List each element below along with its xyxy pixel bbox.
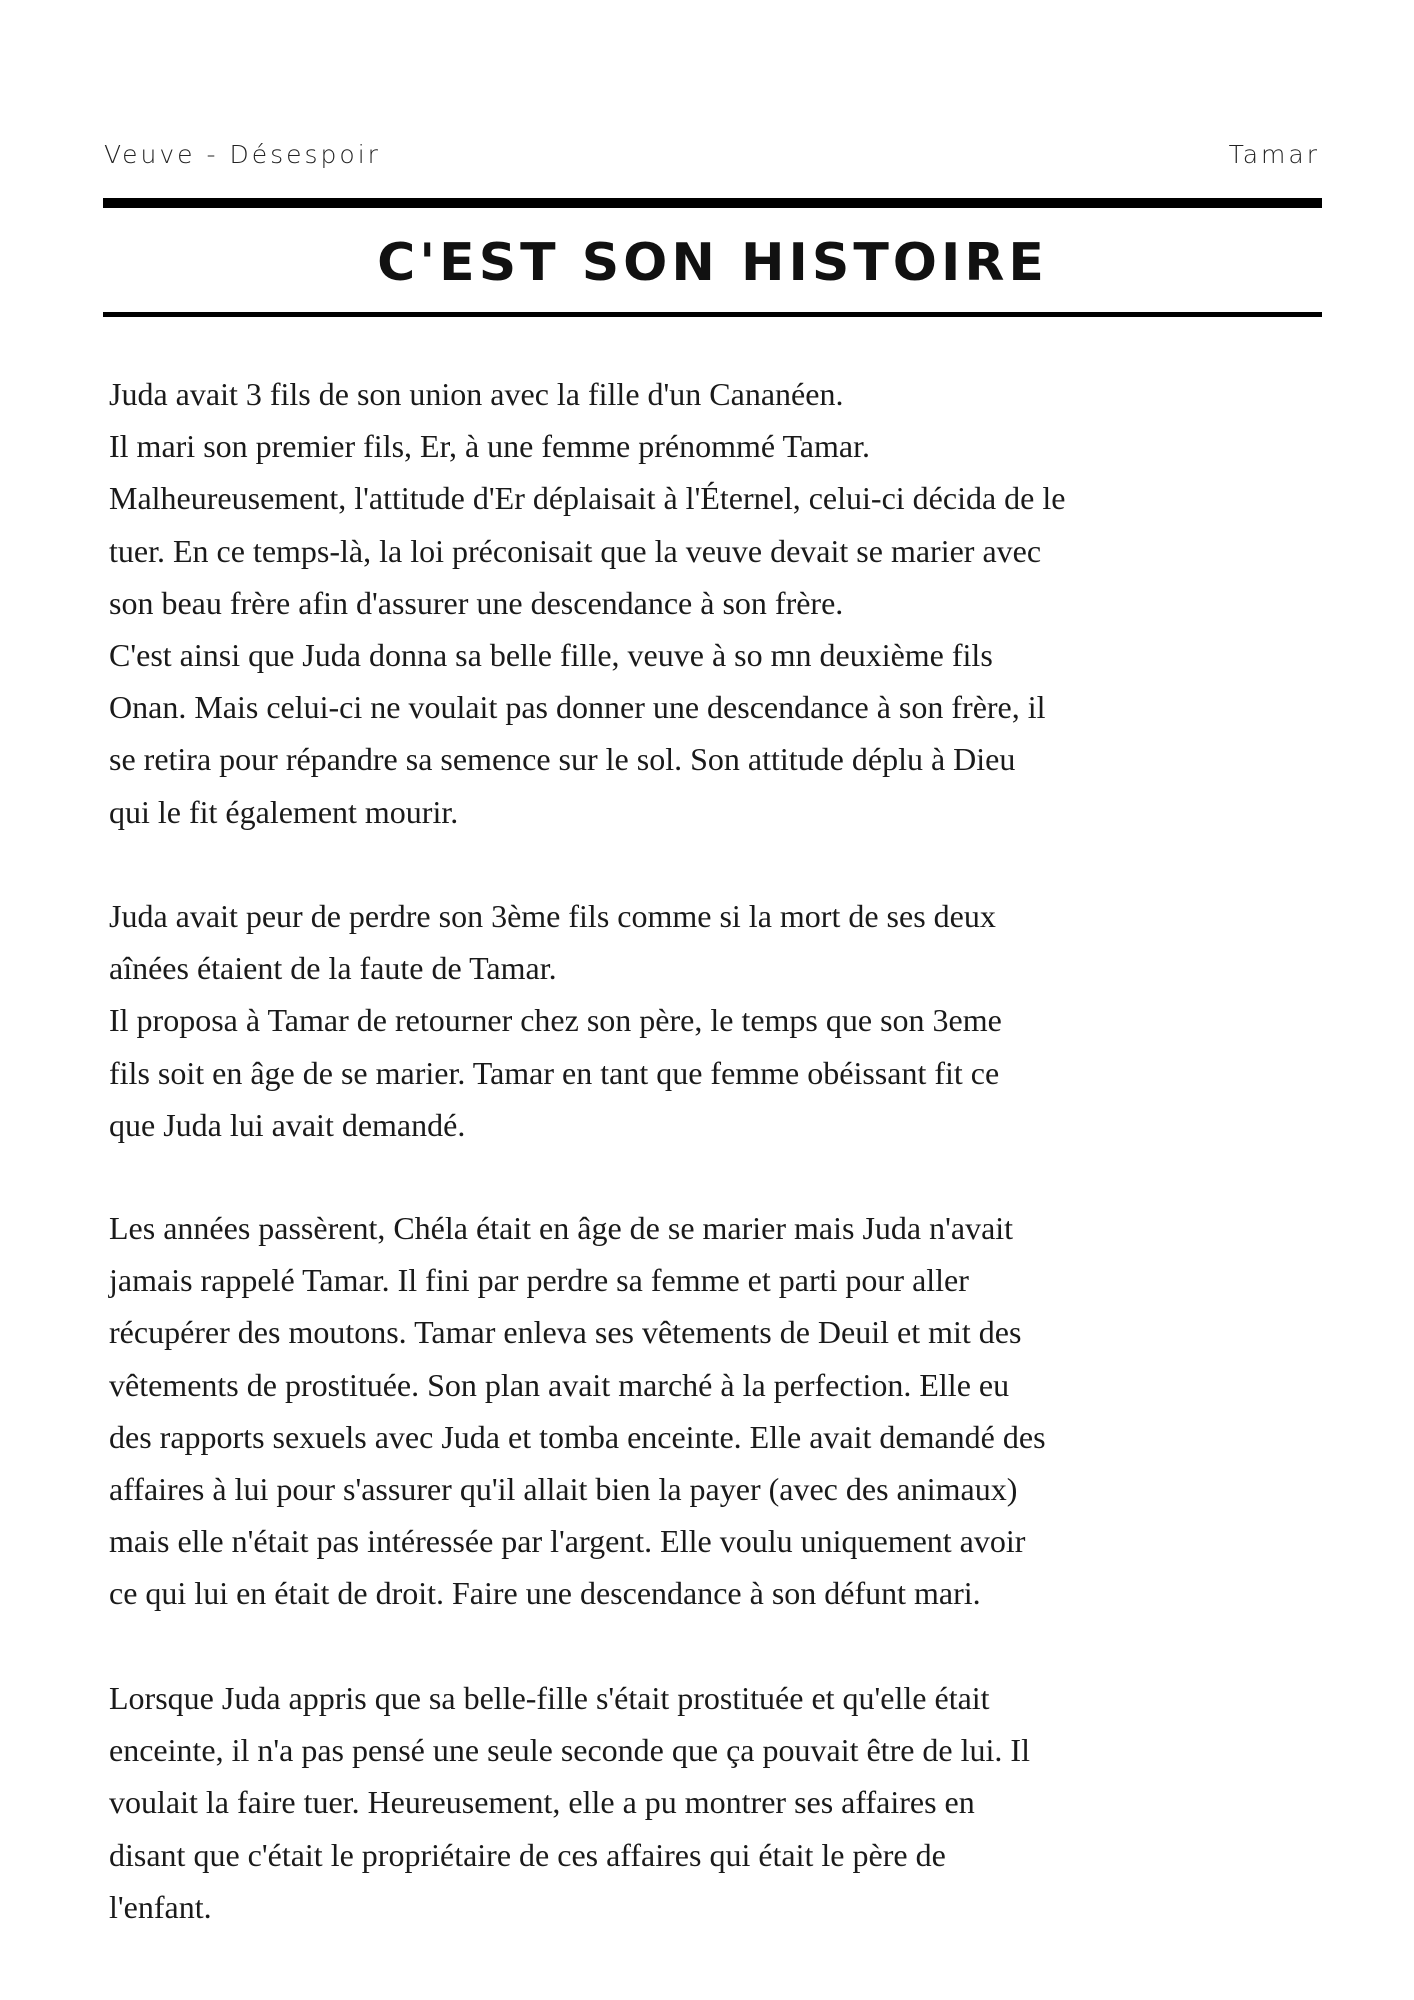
text-line: Onan. Mais celui-ci ne voulait pas donner une descendance à son frère, il [109, 689, 1046, 726]
text-line: fils soit en âge de se marier. Tamar en tant que femme obéissant fit ce [109, 1054, 1000, 1091]
text-line: Lorsque Juda appris que sa belle-fille s'était prostituée et qu'elle était [109, 1680, 990, 1716]
header-category: Veuve - Désespoir [104, 140, 381, 169]
header-name: Tamar [1228, 140, 1320, 169]
text-line: Juda avait peur de perdre son 3ème fils comme si la mort de ses deux [109, 898, 996, 934]
text-line: disant que c'était le propriétaire de ces affaires qui était le père de [109, 1836, 946, 1873]
text-line: se retira pour répandre sa semence sur le sol. Son attitude déplu à Dieu [109, 741, 1016, 778]
text-line: Il proposa à Tamar de retourner chez son père, le temps que son 3eme [109, 1002, 1002, 1039]
text-line: ce qui lui en était de droit. Faire une descendance à son défunt mari. [109, 1575, 981, 1612]
title-divider [103, 312, 1322, 317]
text-line: aînées étaient de la faute de Tamar. [109, 950, 557, 987]
text-line: Il mari son premier fils, Er, à une femme prénommé Tamar. [109, 428, 870, 465]
text-line: Juda avait 3 fils de son union avec la fille d'un Cananéen. [109, 376, 844, 412]
text-line: son beau frère afin d'assurer une descendance à son frère. [109, 584, 844, 621]
text-line: jamais rappelé Tamar. Il fini par perdre sa femme et parti pour aller [109, 1262, 969, 1299]
paragraph-2 [109, 890, 1002, 1151]
text-line: l'enfant. [109, 1888, 212, 1925]
text-line: vêtements de prostituée. Son plan avait marché à la perfection. Elle eu [109, 1366, 1010, 1403]
text-line: mais elle n'était pas intéressée par l'argent. Elle voulu uniquement avoir [109, 1523, 1026, 1560]
paragraph-4 [109, 1672, 1030, 1933]
text-line: Malheureusement, l'attitude d'Er déplaisait à l'Éternel, celui-ci décida de le [109, 480, 1066, 517]
text-line: voulait la faire tuer. Heureusement, elle a pu montrer ses affaires en [109, 1784, 975, 1821]
text-line: tuer. En ce temps-là, la loi préconisait que la veuve devait se marier avec [109, 532, 1042, 569]
paragraph-1 [109, 368, 1065, 838]
text-line: affaires à lui pour s'assurer qu'il allait bien la payer (avec des animaux) [109, 1470, 1018, 1507]
text-line: des rapports sexuels avec Juda et tomba enceinte. Elle avait demandé des [109, 1418, 1046, 1455]
page-title: C'EST SON HISTOIRE [377, 233, 1048, 293]
text-line: C'est ainsi que Juda donna sa belle fille, veuve à so mn deuxième fils [109, 636, 993, 673]
text-line: qui le fit également mourir. [109, 793, 459, 830]
text-line: que Juda lui avait demandé. [109, 1106, 466, 1143]
text-line: récupérer des moutons. Tamar enleva ses vêtements de Deuil et mit des [109, 1314, 1022, 1351]
top-divider [103, 198, 1322, 208]
text-line: enceinte, il n'a pas pensé une seule seconde que ça pouvait être de lui. Il [109, 1732, 1030, 1769]
paragraph-3 [109, 1202, 1046, 1620]
text-line: Les années passèrent, Chéla était en âge de se marier mais Juda n'avait [109, 1210, 1014, 1246]
